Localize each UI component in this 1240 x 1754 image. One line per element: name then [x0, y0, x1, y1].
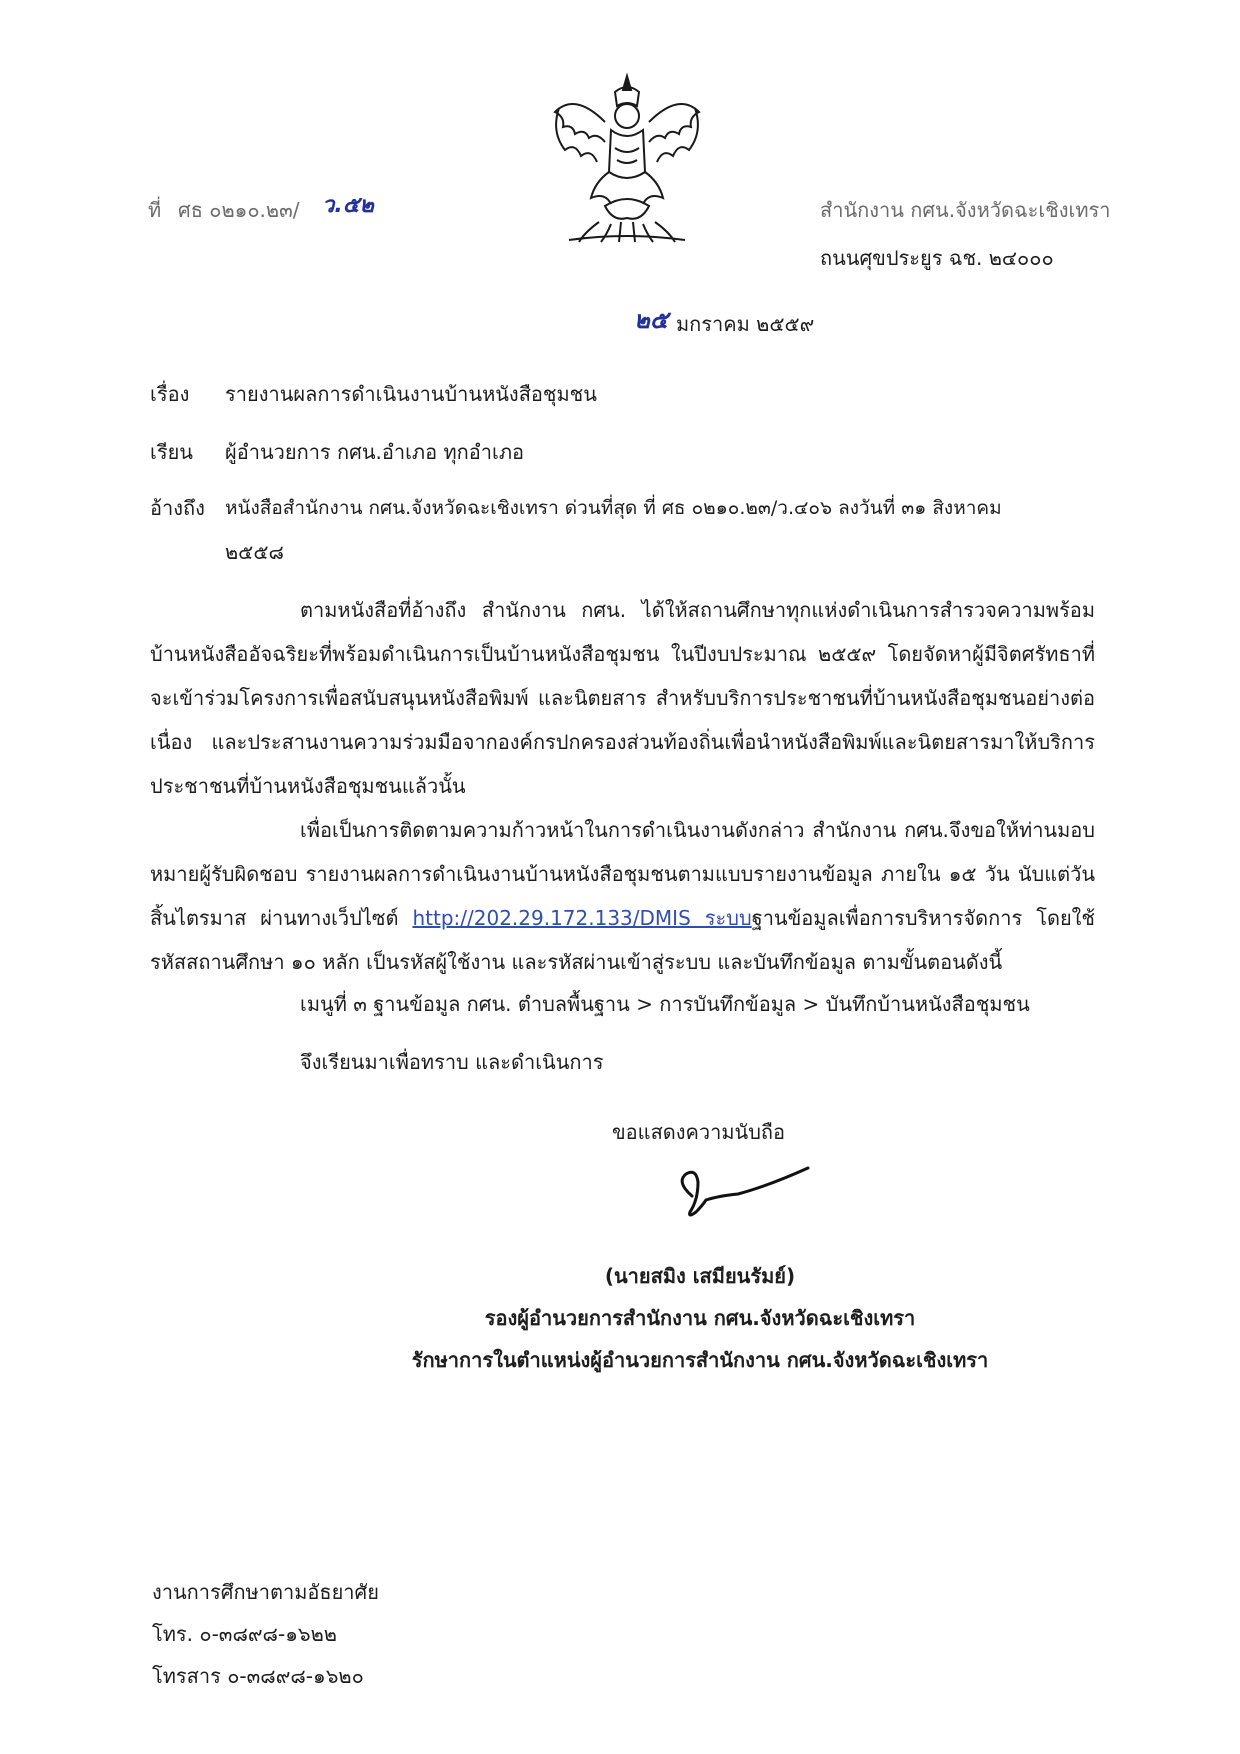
body-paragraph-2	[150, 808, 1095, 984]
reference-text-line1: หนังสือสำนักงาน กศน.จังหวัดฉะเชิงเทรา ด่วนที่สุด ที่ ศธ ๐๒๑๐.๒๓/ว.๔๐๖ ลงวันที่ ๓๑ สิงหาคม	[225, 497, 1002, 519]
menu-path: เมนูที่ ๓ ฐานข้อมูล กศน. ตำบลพื้นฐาน > การบันทึกข้อมูล > บันทึกบ้านหนังสือชุมชน	[300, 992, 1030, 1016]
signatory-position-2: รักษาการในตำแหน่งผู้อำนวยการสำนักงาน กศน.จังหวัดฉะเชิงเทรา	[411, 1348, 989, 1372]
office-address: ถนนศุขประยูร ฉช. ๒๔๐๐๐	[820, 246, 1054, 270]
dmis-link[interactable]: http://202.29.172.133/DMIS ระบบ	[412, 906, 752, 930]
body-paragraph-1: ตามหนังสือที่อ้างถึง สำนักงาน กศน. ได้ให้สถานศึกษาทุกแห่งดำเนินการสำรวจความพร้อมบ้านหนังสืออัจฉริยะที่พร้อมดำเนินการเป็นบ้านหนังสือชุมชน ในปีงบประมาณ ๒๕๕๙ โดยจัดหาผู้มีจิตศรัทธาที่จะเข้าร่วมโครงการเพื่อสนับสนุนหนังสือพิมพ์ และนิตยสาร สำหรับบริการประชาชนที่บ้านหนังสือชุมชนอย่างต่อเนื่อง และประสานงานความร่วมมือจากองค์กรปกครองส่วนท้องถิ่นเพื่อนำหนังสือพิมพ์และนิตยสารมาให้บริการประชาชนที่บ้านหนังสือชุมชนแล้วนั้น	[150, 598, 1095, 798]
reference-label: อ้างถึง	[150, 496, 205, 520]
handwritten-signature	[668, 1160, 818, 1230]
closing-text: จึงเรียนมาเพื่อทราบ และดำเนินการ	[300, 1050, 604, 1074]
footer-phone: โทร. ๐-๓๘๙๘-๑๖๒๒	[152, 1622, 337, 1646]
date-day: ๒๕	[634, 306, 668, 334]
footer-department: งานการศึกษาตามอัธยาศัย	[152, 1580, 379, 1604]
paragraph-2-text-before-link: เพื่อเป็นการติดตามความก้าวหน้าในการดำเนินงานดังกล่าว สำนักงาน กศน.จึงขอให้ท่านมอบหมายผู้รับผิดชอบ รายงานผลการดำเนินงานบ้านหนังสือชุมชนตามแบบรายงานข้อมูล ภายใน ๑๕ วัน นับแต่วันสิ้นไตรมาส ผ่านทางเว็ปไซต์	[150, 818, 1095, 930]
paragraph-2-text-after-link: ฐานข้อมูลเพื่อการบริหารจัดการ โดยใช้รหัสสถานศึกษา ๑๐ หลัก เป็นรหัสผู้ใช้งาน และรหัสผ่านเข้าสู่ระบบ และบันทึกข้อมูล ตามขั้นตอนดังนี้	[150, 906, 1095, 974]
signatory-name: (นายสมิง เสมียนรัมย์)	[604, 1264, 796, 1288]
regards-text: ขอแสดงความนับถือ	[612, 1120, 786, 1144]
ref-number: ศธ ๐๒๑๐.๒๓/	[178, 198, 300, 222]
subject-label: เรื่อง	[150, 382, 190, 406]
ref-handwritten-number: ว.๕๒	[322, 193, 374, 218]
office-name: สำนักงาน กศน.จังหวัดฉะเชิงเทรา	[820, 198, 1111, 222]
to-text: ผู้อำนวยการ กศน.อำเภอ ทุกอำเภอ	[225, 440, 525, 464]
ref-label: ที่	[148, 198, 162, 222]
footer-fax: โทรสาร ๐-๓๘๙๘-๑๖๒๐	[152, 1664, 364, 1688]
date-month-year: มกราคม ๒๕๕๙	[676, 312, 815, 336]
subject-text: รายงานผลการดำเนินงานบ้านหนังสือชุมชน	[225, 382, 597, 406]
to-label: เรียน	[150, 440, 193, 464]
signatory-position-1: รองผู้อำนวยการสำนักงาน กศน.จังหวัดฉะเชิงเทรา	[484, 1306, 916, 1330]
reference-text-line2: ๒๕๕๘	[225, 540, 284, 564]
garuda-emblem-icon	[545, 72, 710, 247]
